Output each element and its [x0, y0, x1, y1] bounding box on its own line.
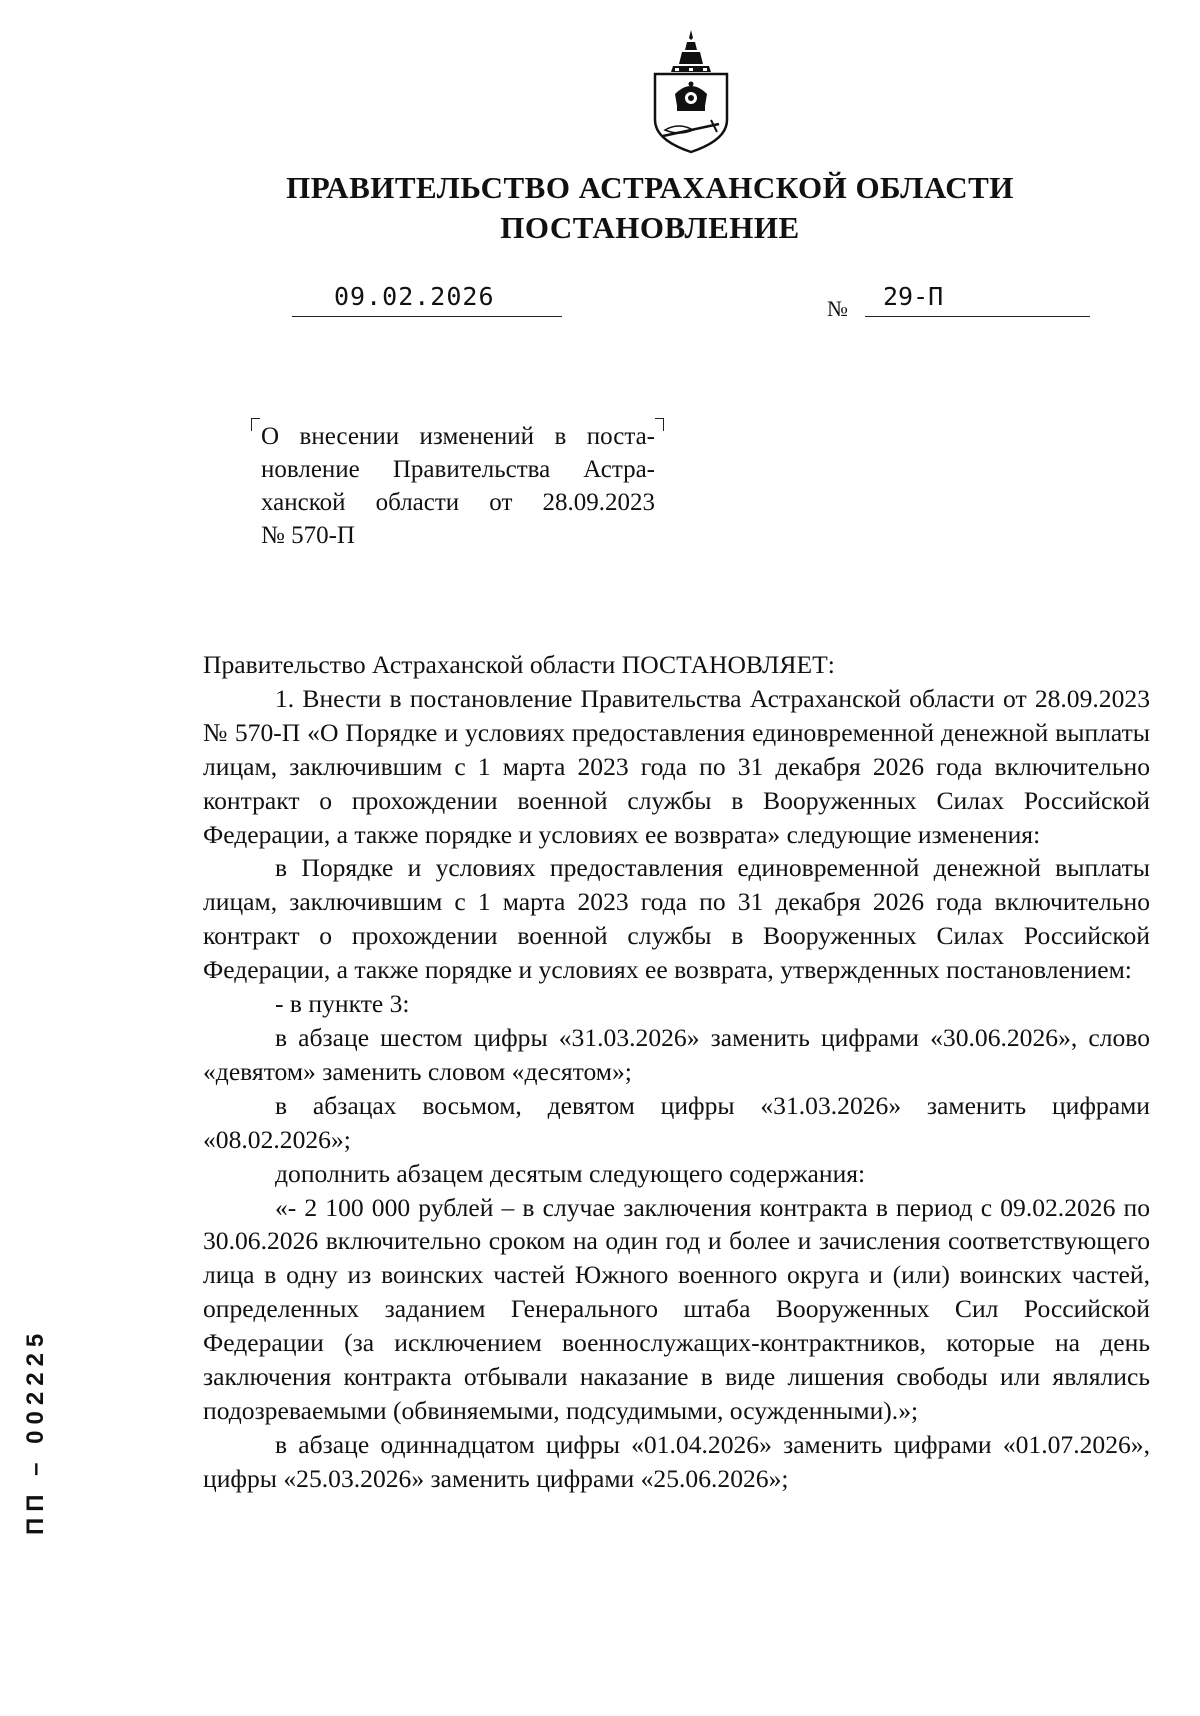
subject-bracket-right	[655, 418, 664, 431]
body-paragraph: в Порядке и условиях предоставления единовременной денежной выплаты лицам, заключившим с 1 марта 2023 года по 31 декабря 2026 года включительно контракт о прохождении военной службы в Вооруженных Силах Российской Федерации, а также порядке и условиях ее возврата, утвержденных постановлением:	[203, 853, 1150, 985]
body-paragraph: в абзаце шестом цифры «31.03.2026» заменить цифрами «30.06.2026», слово «девятом» заменить словом «десятом»;	[203, 1022, 1150, 1086]
number-sign: №	[827, 296, 848, 321]
body-paragraph: - в пункте 3:	[275, 989, 410, 1019]
body-paragraph: «- 2 100 000 рублей – в случае заключения контракта в период с 09.02.2026 по 30.06.2026 включительно сроком на один год и более и зачисления соответствующего лица в одну из воинских частей Южного военного округа и (или) воинских частей, определенных заданием Генерального штаба Вооруженных Сил Российской Федерации (за исключением военнослужащих-контрактников, которые на день заключения контракта отбывали наказание в виде лишения свободы или являлись подозреваемыми (обвиняемыми, подсудимыми, осужденными).»;	[203, 1192, 1150, 1425]
number-field	[865, 282, 1090, 317]
body-paragraph: в абзаце одиннадцатом цифры «01.04.2026» заменить цифрами «01.07.2026», цифры «25.03.2026» заменить цифрами «25.06.2026»;	[203, 1429, 1150, 1493]
document-number: 29-П	[883, 282, 944, 311]
coat-of-arms-icon	[645, 28, 737, 156]
subject-line: № 570-П	[261, 522, 355, 549]
body-paragraph: 1. Внести в постановление Правительства Астраханской области от 28.09.2023 № 570-П «О Порядке и условиях предоставления единовременной денежной выплаты лицам, заключившим с 1 марта 2023 года по 31 декабря 2026 года включительно контракт о прохождении военной службы в Вооруженных Силах Российской Федерации, а также порядке и условиях ее возврата» следующие изменения:	[203, 683, 1150, 849]
subject-bracket-left	[251, 418, 260, 431]
body-paragraph: в абзацах восьмом, девятом цифры «31.03.2026» заменить цифрами «08.02.2026»;	[203, 1090, 1150, 1154]
form-serial-code: ПП – 002225	[22, 1327, 49, 1535]
document-date: 09.02.2026	[334, 282, 495, 311]
body-paragraph: дополнить абзацем десятым следующего содержания:	[275, 1158, 866, 1188]
document-body	[203, 648, 1150, 1496]
subject-line: новление Правительства Астра-	[261, 456, 655, 483]
document-type-title: ПОСТАНОВЛЕНИЕ	[500, 210, 800, 245]
issuer-title: ПРАВИТЕЛЬСТВО АСТРАХАНСКОЙ ОБЛАСТИ	[286, 170, 1014, 205]
preamble-paragraph: Правительство Астраханской области ПОСТАНОВЛЯЕТ:	[203, 650, 835, 679]
document-header	[250, 168, 1050, 248]
subject-line: О внесении изменений в поста-	[261, 423, 655, 450]
document-subject	[261, 420, 655, 552]
subject-line: ханской области от 28.09.2023	[261, 489, 655, 516]
date-field	[292, 282, 562, 317]
